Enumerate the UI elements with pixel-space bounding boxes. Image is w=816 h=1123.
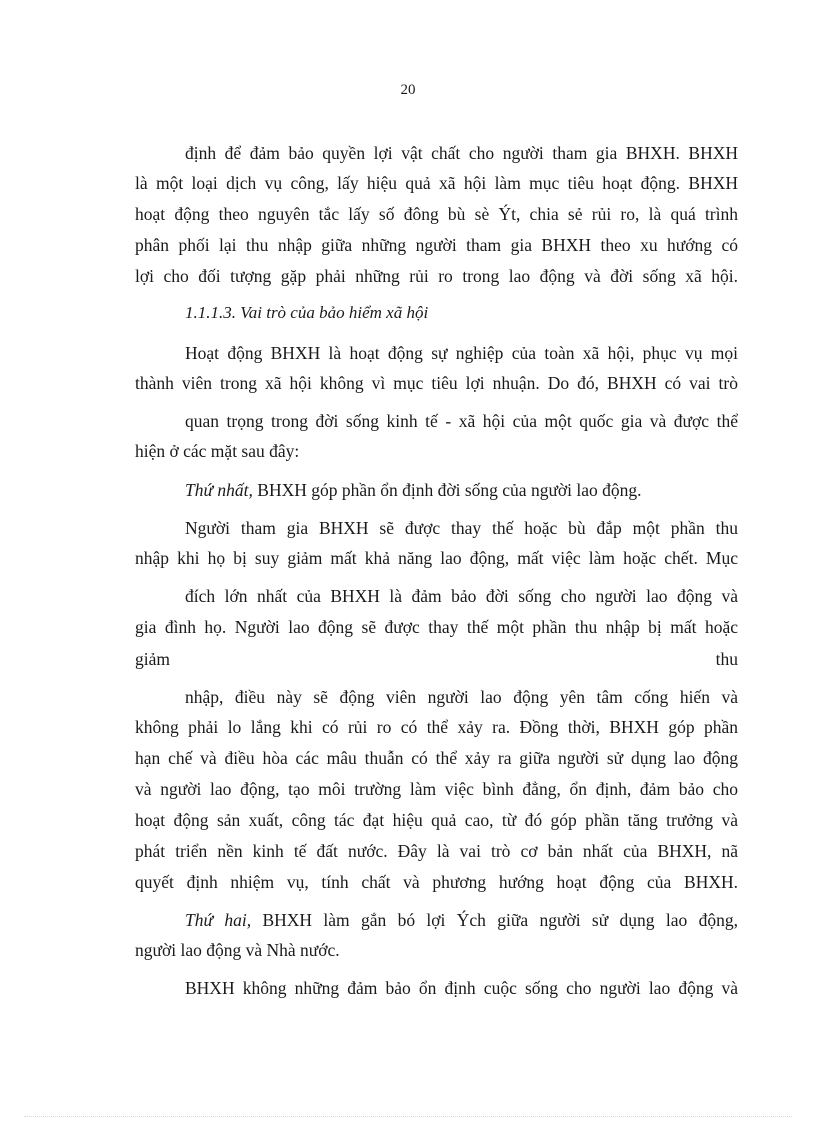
italic-lead: Thứ hai, — [185, 910, 252, 930]
text-line: Hoạt động BHXH là hoạt động sự nghiệp của toàn xã hội, phục vụ mọi — [185, 343, 738, 363]
text-line: quan trọng trong đời sống kinh tế - xã hội của một quốc gia và được thể — [185, 411, 738, 431]
text-line: lợi cho đối tượng gặp phải những rủi ro trong lao động và đời sống xã hội. — [135, 266, 738, 286]
footer-divider — [24, 1116, 792, 1117]
text-line-split-right: thu — [715, 649, 738, 669]
text-line: hạn chế và điều hòa các mâu thuẫn có thể xảy ra giữa người sử dụng lao động — [135, 748, 738, 768]
section-heading: 1.1.1.3. Vai trò của bảo hiểm xã hội — [185, 303, 429, 322]
text-line: nhập khi họ bị suy giảm mất khả năng lao động, mất việc làm hoặc chết. Mục — [135, 548, 738, 568]
text-line: đích lớn nhất của BHXH là đảm bảo đời sống cho người lao động và — [185, 586, 738, 606]
line-text: BHXH làm gắn bó lợi Ých giữa người sử dụng lao động, — [251, 910, 738, 930]
text-line: là một loại dịch vụ công, lấy hiệu quả xã hội làm mục tiêu hoạt động. BHXH — [135, 173, 738, 193]
text-line: không phải lo lắng khi có rủi ro có thể xảy ra. Đồng thời, BHXH góp phần — [135, 717, 738, 737]
text-line: hoạt động sản xuất, công tác đạt hiệu quả cao, từ đó góp phần tăng trưởng và — [135, 810, 738, 830]
text-line: hoạt động theo nguyên tắc lấy số đông bù sè Ýt, chia sẻ rủi ro, là quá trình — [135, 204, 738, 224]
text-line: và người lao động, tạo môi trường làm việc bình đẳng, ổn định, đảm bảo cho — [135, 779, 738, 799]
line-text: BHXH góp phần ổn định đời sống của người lao động. — [252, 480, 642, 500]
page-number: 20 — [400, 82, 416, 98]
text-line-split-left: giảm — [135, 649, 170, 669]
text-line: Người tham gia BHXH sẽ được thay thế hoặc bù đắp một phần thu — [185, 518, 738, 538]
text-line: hiện ở các mặt sau đây: — [135, 441, 300, 461]
text-line: phân phối lại thu nhập giữa những người tham gia BHXH theo xu hướng có — [135, 235, 738, 255]
text-line: nhập, điều này sẽ động viên người lao động yên tâm cống hiến và — [185, 687, 738, 707]
text-line — [185, 479, 738, 501]
text-line — [185, 909, 738, 931]
text-line: người lao động và Nhà nước. — [135, 940, 340, 960]
text-line: BHXH không những đảm bảo ổn định cuộc sống cho người lao động và — [185, 978, 738, 998]
text-line: phát triển nền kinh tế đất nước. Đây là vai trò cơ bản nhất của BHXH, nã — [135, 841, 738, 861]
italic-lead: Thứ nhất, — [185, 480, 253, 500]
text-line: quyết định nhiệm vụ, tính chất và phương hướng hoạt động của BHXH. — [135, 872, 738, 892]
text-line: định để đảm bảo quyền lợi vật chất cho người tham gia BHXH. BHXH — [185, 143, 738, 163]
text-line: gia đình họ. Người lao động sẽ được thay thế một phần thu nhập bị mất hoặc — [135, 617, 738, 637]
text-line: thành viên trong xã hội không vì mục tiêu lợi nhuận. Do đó, BHXH có vai trò — [135, 373, 738, 393]
